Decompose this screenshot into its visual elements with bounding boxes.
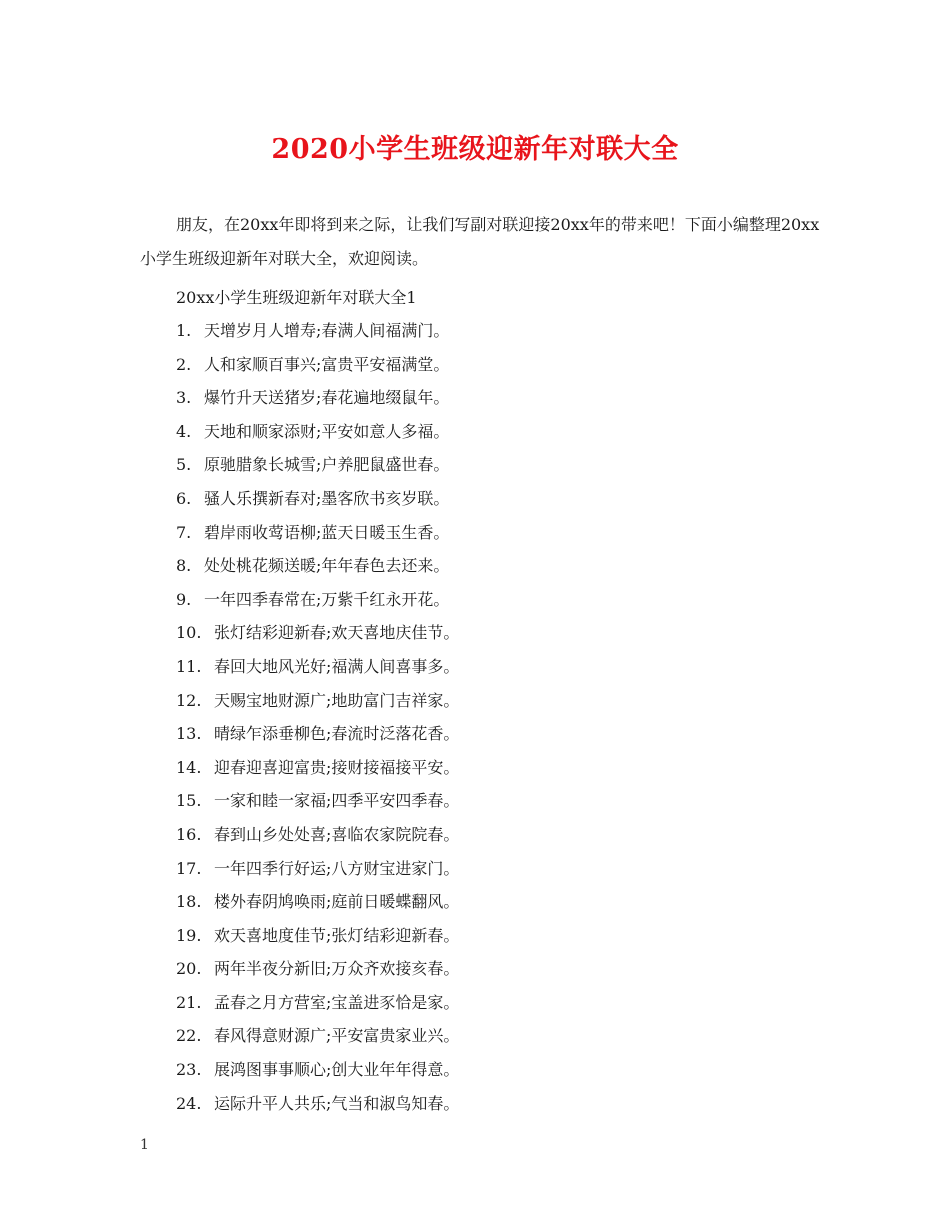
list-item-number: 5. — [176, 455, 192, 475]
list-item-text: 楼外春阴鸠唤雨;庭前日暖蝶翻风。 — [214, 892, 460, 912]
list-item-text: 爆竹升天送猪岁;春花遍地缀鼠年。 — [204, 388, 450, 408]
list-item-text: 欢天喜地度佳节;张灯结彩迎新春。 — [214, 925, 460, 945]
list-item-text: 天增岁月人增寿;春满人间福满门。 — [204, 321, 450, 340]
list-item-number: 10. — [176, 623, 202, 643]
list-item — [176, 1019, 459, 1053]
list-item-number: 17. — [176, 858, 202, 878]
list-item — [176, 549, 459, 583]
list-item-text: 春风得意财源广;平安富贵家业兴。 — [214, 1026, 460, 1046]
list-item-number: 16. — [176, 824, 202, 844]
list-item-text: 一年四季行好运;八方财宝进家门。 — [214, 858, 460, 878]
list-item — [176, 482, 459, 516]
section-heading: 20xx小学生班级迎新年对联大全1 — [176, 288, 417, 307]
list-item-text: 原驰腊象长城雪;户养肥鼠盛世春。 — [204, 455, 450, 475]
list-item — [176, 1053, 459, 1087]
list-item-number: 11. — [176, 656, 202, 676]
list-item — [176, 516, 459, 550]
list-item-text: 晴绿乍添垂柳色;春流时泛落花香。 — [214, 724, 460, 744]
list-item-number: 2. — [176, 354, 192, 374]
intro-paragraph: 朋友，在20xx年即将到来之际，让我们写副对联迎接20xx年的带来吧！下面小编整理20xx小学生班级迎新年对联大全，欢迎阅读。 — [140, 215, 820, 268]
list-item-text: 骚人乐撰新春对;墨客欣书亥岁联。 — [204, 488, 450, 508]
list-item-number: 21. — [176, 992, 202, 1012]
list-item — [176, 415, 459, 449]
list-item — [176, 448, 459, 482]
list-item-text: 春回大地风光好;福满人间喜事多。 — [214, 656, 460, 676]
couplet-list — [176, 314, 459, 1120]
page-number: 1 — [140, 1137, 149, 1153]
list-item-text: 孟春之月方营室;宝盖进豕恰是家。 — [214, 992, 460, 1012]
list-item-text: 处处桃花频送暖;年年春色去还来。 — [204, 556, 450, 576]
list-item — [176, 684, 459, 718]
list-item-number: 20. — [176, 959, 202, 979]
list-item-text: 迎春迎喜迎富贵;接财接福接平安。 — [214, 757, 460, 777]
list-item-text: 一年四季春常在;万紫千红永开花。 — [204, 589, 450, 609]
list-item — [176, 986, 459, 1020]
list-item-number: 8. — [176, 556, 192, 576]
list-item-number: 4. — [176, 421, 192, 441]
page-title: 2020小学生班级迎新年对联大全 — [271, 134, 679, 165]
list-item — [176, 717, 459, 751]
list-item-number: 19. — [176, 925, 202, 945]
list-item-text: 天地和顺家添财;平安如意人多福。 — [204, 421, 450, 441]
list-item — [176, 751, 459, 785]
list-item — [176, 381, 459, 415]
list-item-number: 6. — [176, 488, 192, 508]
list-item — [176, 919, 459, 953]
list-item-number: 1. — [176, 321, 192, 340]
list-item-text: 春到山乡处处喜;喜临农家院院春。 — [214, 824, 460, 844]
list-item-number: 18. — [176, 892, 202, 912]
list-item — [176, 348, 459, 382]
list-item — [176, 852, 459, 886]
list-item — [176, 818, 459, 852]
list-item-text: 展鸿图事事顺心;创大业年年得意。 — [214, 1060, 460, 1080]
list-item-number: 15. — [176, 791, 202, 811]
list-item-text: 碧岸雨收莺语柳;蓝天日暖玉生香。 — [204, 522, 450, 542]
list-item-text: 人和家顺百事兴;富贵平安福满堂。 — [204, 354, 450, 374]
list-item — [176, 616, 459, 650]
list-item-number: 22. — [176, 1026, 202, 1046]
list-item-number: 7. — [176, 522, 192, 542]
list-item — [176, 784, 459, 818]
list-item-text: 天赐宝地财源广;地助富门吉祥家。 — [214, 690, 460, 710]
list-item — [176, 650, 459, 684]
list-item — [176, 1087, 459, 1121]
list-item — [176, 952, 459, 986]
list-item-text: 运际升平人共乐;气当和淑鸟知春。 — [214, 1093, 460, 1113]
list-item-number: 13. — [176, 724, 202, 744]
list-item — [176, 583, 459, 617]
list-item-number: 24. — [176, 1093, 202, 1113]
list-item-number: 14. — [176, 757, 202, 777]
list-item-text: 两年半夜分新旧;万众齐欢接亥春。 — [214, 959, 460, 979]
list-item-text: 一家和睦一家福;四季平安四季春。 — [214, 791, 460, 811]
list-item-number: 23. — [176, 1060, 202, 1080]
list-item-number: 9. — [176, 589, 192, 609]
list-item-text: 张灯结彩迎新春;欢天喜地庆佳节。 — [214, 623, 460, 643]
list-item — [176, 885, 459, 919]
list-item — [176, 314, 459, 348]
list-item-number: 3. — [176, 388, 192, 408]
list-item-number: 12. — [176, 690, 202, 710]
